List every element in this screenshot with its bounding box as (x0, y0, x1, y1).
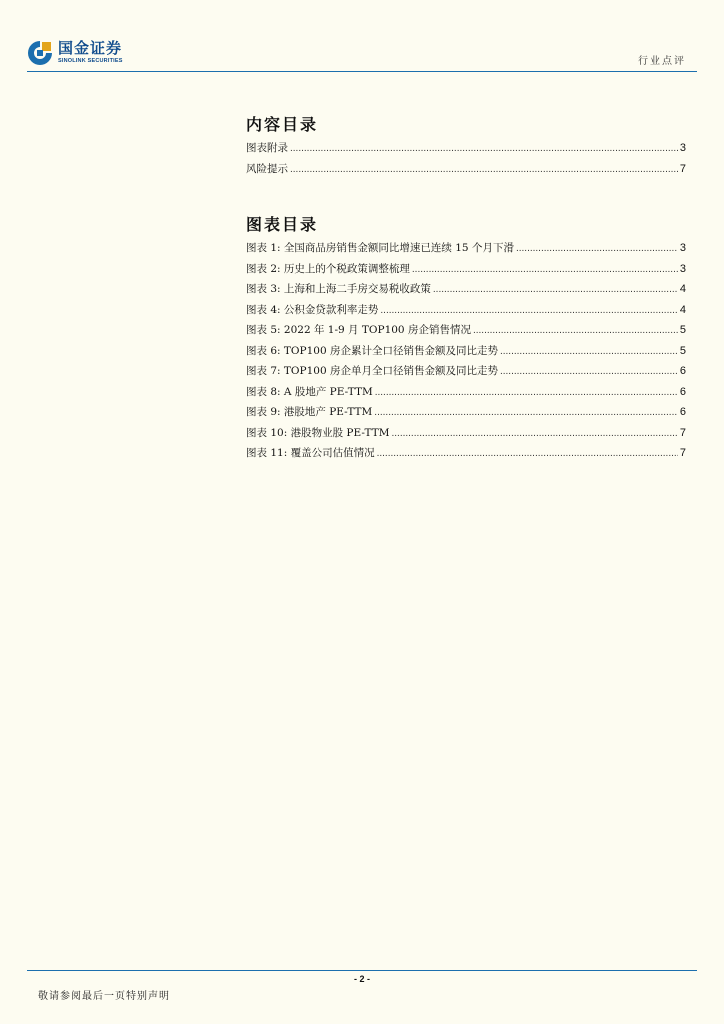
figure-entry-page: 7 (679, 447, 686, 459)
figure-entry[interactable] (246, 302, 686, 323)
figure-entry[interactable] (246, 261, 686, 282)
toc-entry-label: 风险提示 (246, 162, 288, 175)
leader-dots (377, 448, 678, 459)
figure-entry[interactable] (246, 425, 686, 446)
figure-entry-label: 图表 6: TOP100 房企累计全口径销售金额及同比走势 (246, 344, 498, 357)
leader-dots (380, 305, 677, 316)
figures-title: 图表目录 (246, 215, 319, 234)
footer-divider (27, 970, 697, 971)
figure-entry[interactable] (246, 343, 686, 364)
leader-dots (412, 264, 678, 275)
figure-entry[interactable] (246, 322, 686, 343)
figure-entry-page: 3 (679, 262, 686, 275)
figure-entry[interactable] (246, 363, 686, 384)
figure-entry-page: 5 (679, 344, 686, 357)
logo-english-name: SINOLINK SECURITIES (58, 58, 123, 65)
figure-entry-label: 图表 2: 历史上的个税政策调整梳理 (246, 262, 410, 275)
figure-entry[interactable] (246, 240, 686, 261)
figure-entry-label: 图表 4: 公积金贷款利率走势 (246, 303, 379, 316)
toc-entry[interactable] (246, 140, 686, 161)
figure-entry-page: 5 (679, 324, 686, 336)
toc-entry[interactable] (246, 161, 686, 182)
leader-dots (473, 325, 678, 336)
figure-entry[interactable] (246, 404, 686, 425)
figure-entry[interactable] (246, 384, 686, 405)
figure-entry-page: 7 (679, 426, 686, 439)
leader-dots (433, 284, 678, 295)
figure-entry-label: 图表 3: 上海和上海二手房交易税收政策 (246, 283, 431, 295)
figure-entry-page: 6 (679, 385, 686, 398)
toc-entry-page: 3 (679, 142, 686, 154)
toc-entry-page: 7 (679, 162, 686, 175)
sinolink-logo-icon (27, 40, 53, 66)
leader-dots (500, 346, 678, 357)
figure-entry-label: 图表 10: 港股物业股 PE-TTM (246, 426, 390, 439)
figure-entry-label: 图表 5: 2022 年 1-9 月 TOP100 房企销售情况 (246, 324, 471, 336)
figure-entry-label: 图表 11: 覆盖公司估值情况 (246, 447, 375, 459)
figure-entry-page: 4 (679, 283, 686, 295)
figure-entry-label: 图表 7: TOP100 房企单月全口径销售金额及同比走势 (246, 365, 498, 377)
figure-entry-page: 3 (679, 242, 686, 254)
leader-dots (375, 387, 678, 398)
leader-dots (500, 366, 678, 377)
contents-list (246, 140, 686, 181)
figure-entry-page: 6 (679, 406, 686, 418)
figure-entry-label: 图表 9: 港股地产 PE-TTM (246, 406, 373, 418)
figures-list (246, 240, 686, 466)
leader-dots (391, 428, 677, 439)
page-header (0, 0, 724, 80)
leader-dots (516, 243, 678, 254)
figure-entry[interactable] (246, 281, 686, 302)
toc-entry-label: 图表附录 (246, 142, 288, 154)
leader-dots (374, 407, 678, 418)
company-logo (27, 40, 123, 66)
figure-entry[interactable] (246, 445, 686, 466)
figure-entry-page: 6 (679, 365, 686, 377)
leader-dots (290, 164, 678, 175)
logo-chinese-name: 国金证券 (58, 39, 123, 58)
leader-dots (290, 143, 678, 154)
contents-title: 内容目录 (246, 115, 319, 134)
report-type: 行业点评 (638, 56, 686, 67)
header-divider (27, 71, 697, 72)
figure-entry-page: 4 (679, 303, 686, 316)
figure-entry-label: 图表 1: 全国商品房销售金额同比增速已连续 15 个月下滑 (246, 242, 514, 254)
footer-disclaimer: 敬请参阅最后一页特别声明 (38, 991, 170, 1002)
page-number: - 2 - (353, 974, 370, 984)
figure-entry-label: 图表 8: A 股地产 PE-TTM (246, 385, 373, 398)
